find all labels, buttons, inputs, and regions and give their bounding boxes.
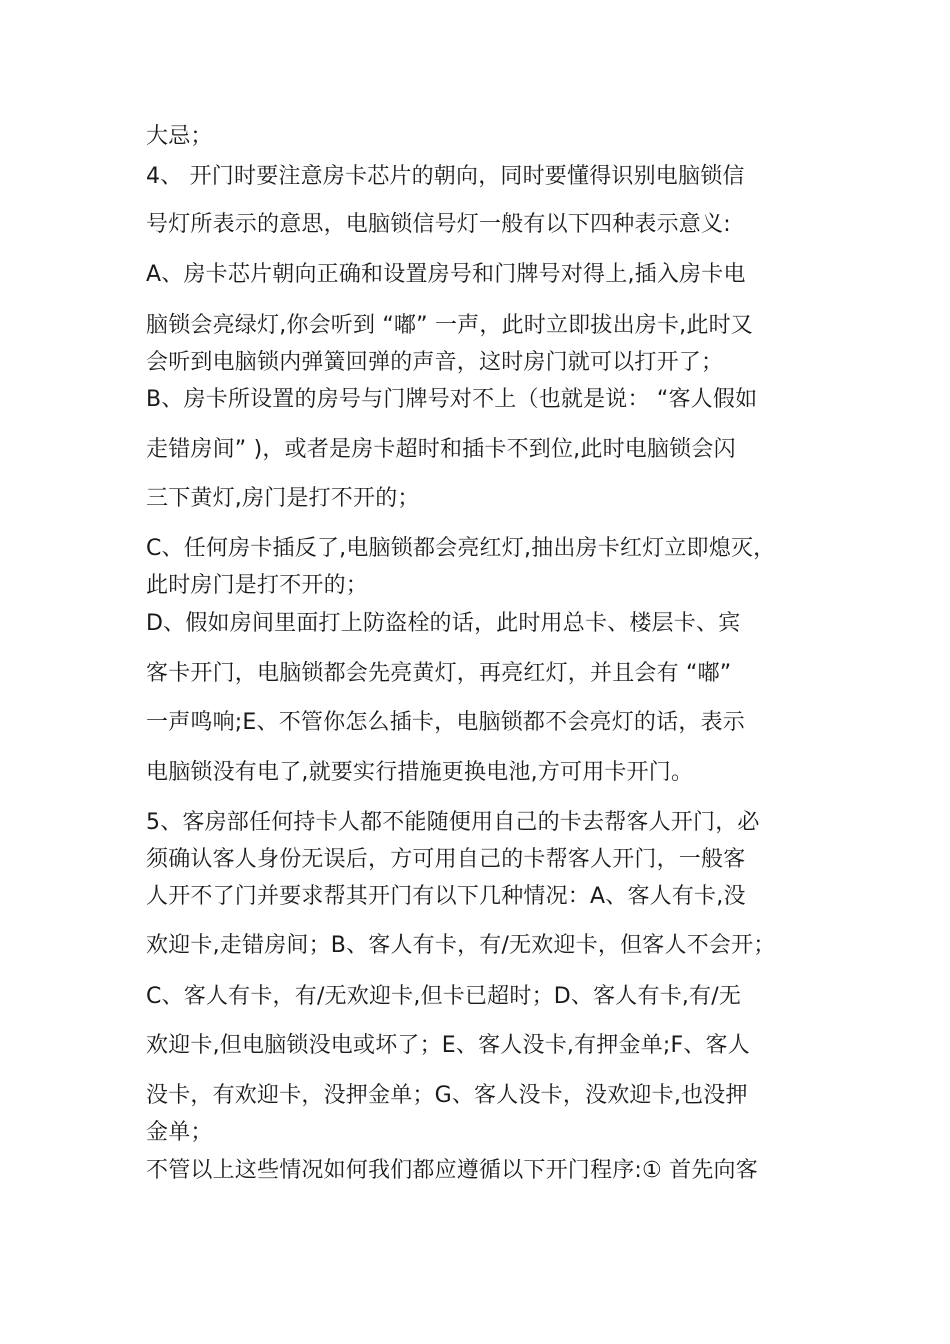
text-line: C、任何房卡插反了,电脑锁都会亮红灯,抽出房卡红灯立即熄灭，	[146, 536, 776, 561]
text-line: 不管以上这些情况如何我们都应遵循以下开门程序:① 首先向客	[146, 1158, 758, 1183]
text-line: 三下黄灯,房门是打不开的；	[146, 486, 420, 511]
text-line: 此时房门是打不开的；	[146, 573, 369, 598]
text-line: 走错房间” )，或者是房卡超时和插卡不到位,此时电脑锁会闪	[146, 437, 736, 462]
text-line: 欢迎卡,走错房间；B、客人有卡，有/无欢迎卡，但客人不会开；	[146, 933, 776, 958]
text-line: 没卡，有欢迎卡，没押金单；G、客人没卡，没欢迎卡,也没押	[146, 1083, 748, 1108]
text-line: B、房卡所设置的房号与门牌号对不上（也就是说： “客人假如	[146, 387, 758, 412]
text-line: 会听到电脑锁内弹簧回弹的声音，这时房门就可以打开了；	[146, 350, 724, 375]
text-line: 一声鸣响;E、不管你怎么插卡，电脑锁都不会亮灯的话，表示	[146, 710, 745, 735]
text-line: 5、客房部任何持卡人都不能随便用自己的卡去帮客人开门，必	[146, 810, 760, 835]
text-line: 电脑锁没有电了,就要实行措施更换电池,方可用卡开门。	[146, 760, 694, 785]
text-line: 脑锁会亮绿灯,你会听到 “嘟” 一声，此时立即拔出房卡,此时又	[146, 313, 753, 338]
text-line: C、客人有卡，有/无欢迎卡,但卡已超时；D、客人有卡,有/无	[146, 984, 742, 1009]
text-line: 大忌；	[146, 124, 213, 149]
text-line: 人开不了门并要求帮其开门有以下几种情况：A、客人有卡,没	[146, 884, 746, 909]
text-line: 欢迎卡,但电脑锁没电或坏了；E、客人没卡,有押金单;F、客人	[146, 1033, 750, 1058]
text-line: 须确认客人身份无误后，方可用自己的卡帮客人开门，一般客	[146, 847, 746, 872]
text-line: 客卡开门，电脑锁都会先亮黄灯，再亮红灯，并且会有 “嘟”	[146, 661, 732, 686]
text-line: 金单；	[146, 1120, 213, 1145]
text-line: 号灯所表示的意思，电脑锁信号灯一般有以下四种表示意义:	[146, 212, 731, 237]
text-line: 4、 开门时要注意房卡芯片的朝向，同时要懂得识别电脑锁信	[146, 164, 745, 189]
text-line: D、假如房间里面打上防盗栓的话，此时用总卡、楼层卡、宾	[146, 611, 741, 636]
text-line: A、房卡芯片朝向正确和设置房号和门牌号对得上,插入房卡电	[146, 262, 746, 287]
